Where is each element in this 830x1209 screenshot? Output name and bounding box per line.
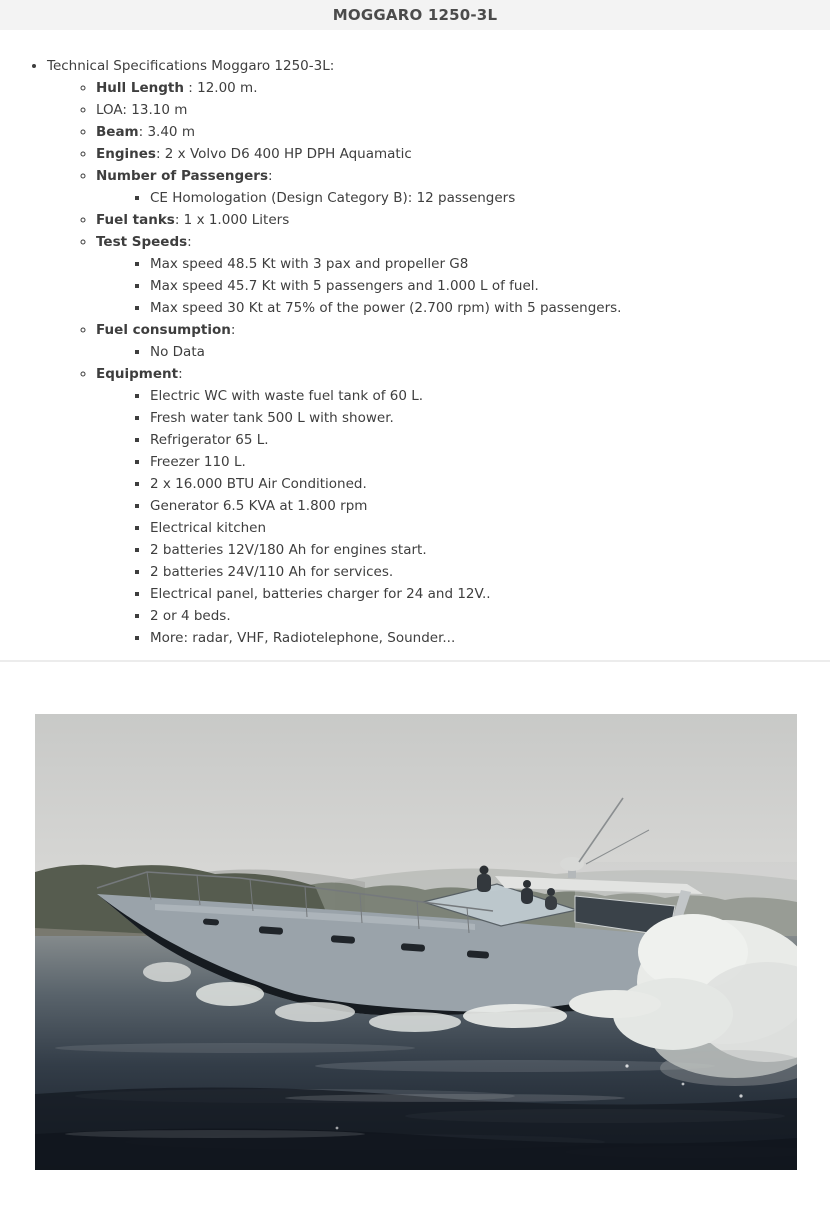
equipment-sublist bbox=[96, 385, 830, 649]
spec-subitem: ▪ No Data bbox=[150, 341, 830, 363]
boat-photo-illustration bbox=[35, 714, 797, 1170]
spec-list bbox=[0, 55, 830, 649]
fuel-consumption-sublist bbox=[96, 341, 830, 363]
spec-sublist bbox=[47, 77, 830, 649]
passengers-sublist bbox=[96, 187, 830, 209]
spec-subitem: ▪ 2 x 16.000 BTU Air Conditioned. bbox=[150, 473, 830, 495]
spec-subitem: ▪ Fresh water tank 500 L with shower. bbox=[150, 407, 830, 429]
boat-photo bbox=[35, 714, 797, 1170]
page-header bbox=[0, 0, 830, 30]
spec-item-loa: ◦ LOA: 13.10 m bbox=[96, 99, 830, 121]
spec-subitem: ▪ Refrigerator 65 L. bbox=[150, 429, 830, 451]
spec-subitem: ▪ Max speed 48.5 Kt with 3 pax and propeller G8 bbox=[150, 253, 830, 275]
section-divider bbox=[0, 660, 830, 662]
spec-item-engines: ◦ Engines: 2 x Volvo D6 400 HP DPH Aquamatic bbox=[96, 143, 830, 165]
spec-subitem: ▪ Max speed 45.7 Kt with 5 passengers and 1.000 L of fuel. bbox=[150, 275, 830, 297]
spec-intro-text: Technical Specifications Moggaro 1250-3L: bbox=[47, 58, 335, 74]
spec-subitem: ▪ 2 batteries 24V/110 Ah for services. bbox=[150, 561, 830, 583]
specifications-section bbox=[0, 30, 830, 660]
spec-subitem: ▪ 2 batteries 12V/180 Ah for engines start. bbox=[150, 539, 830, 561]
spec-subitem: ▪ Electrical panel, batteries charger for 24 and 12V.. bbox=[150, 583, 830, 605]
spec-item-beam: ◦ Beam: 3.40 m bbox=[96, 121, 830, 143]
spec-item-hull-length: ◦ Hull Length : 12.00 m. bbox=[96, 77, 830, 99]
spec-subitem: ▪ Freezer 110 L. bbox=[150, 451, 830, 473]
spec-item-fuel-tanks: ◦ Fuel tanks: 1 x 1.000 Liters bbox=[96, 209, 830, 231]
spec-item-equipment: ◦ Equipment: ▪ Electric WC with waste fuel tank of 60 L. ▪ Fresh water tank 500 L with shower. ▪ Refrigerator 65 L. ▪ Freezer 110 L. ▪ 2 x 16.000 BTU Air Conditioned. ▪ Generator 6.5 KVA at 1.800 rpm ▪ Electrical kitchen ▪ 2 batteries 12V/180 Ah for engines start. ▪ 2 batteries 24V/110 Ah for services. ▪ Electrical panel, batteries charger for 24 and 12V.. ▪ 2 or 4 beds. ▪ More: radar, VHF, Radiotelephone, Sounder... bbox=[96, 363, 830, 649]
spec-subitem: ▪ Generator 6.5 KVA at 1.800 rpm bbox=[150, 495, 830, 517]
spec-subitem: ▪ Electrical kitchen bbox=[150, 517, 830, 539]
spec-subitem: ▪ More: radar, VHF, Radiotelephone, Sounder... bbox=[150, 627, 830, 649]
spec-subitem: ▪ Max speed 30 Kt at 75% of the power (2.700 rpm) with 5 passengers. bbox=[150, 297, 830, 319]
spec-item-passengers: ◦ Number of Passengers: ▪ CE Homologation (Design Category B): 12 passengers bbox=[96, 165, 830, 209]
spec-subitem: ▪ Electric WC with waste fuel tank of 60 L. bbox=[150, 385, 830, 407]
spec-item-fuel-consumption: ◦ Fuel consumption: ▪ No Data bbox=[96, 319, 830, 363]
spec-subitem: ▪ CE Homologation (Design Category B): 12 passengers bbox=[150, 187, 830, 209]
test-speeds-sublist bbox=[96, 253, 830, 319]
spec-intro-item bbox=[47, 55, 830, 649]
page-title: MOGGARO 1250-3L bbox=[332, 6, 498, 24]
spec-subitem: ▪ 2 or 4 beds. bbox=[150, 605, 830, 627]
spec-item-test-speeds: ◦ Test Speeds: ▪ Max speed 48.5 Kt with 3 pax and propeller G8 ▪ Max speed 45.7 Kt with 5 passengers and 1.000 L of fuel. ▪ Max speed 30 Kt at 75% of the power (2.700 rpm) with 5 passengers. bbox=[96, 231, 830, 319]
